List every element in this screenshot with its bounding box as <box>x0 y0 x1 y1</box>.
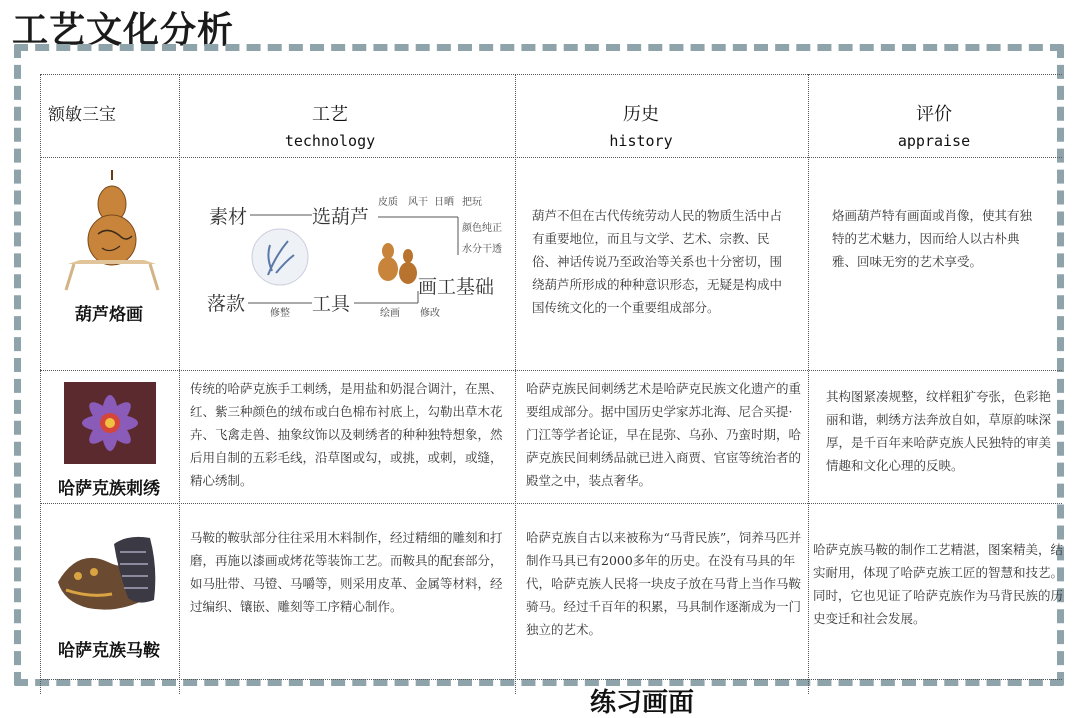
appraise-text-embroidery: 其构图紧凑规整，纹样粗犷夸张，色彩艳丽和谐，刺绣方法奔放自如，草原韵味深厚，是千百年来哈萨克族人民独特的审美情趣和文化心理的反映。 <box>826 389 1052 473</box>
diagram-tag: 把玩 <box>462 197 482 208</box>
diagram-tag: 修整 <box>270 308 290 319</box>
header-technology-zh: 工艺 <box>312 104 348 125</box>
column-divider <box>808 74 809 694</box>
row-divider <box>40 679 1062 680</box>
header-history <box>516 100 766 150</box>
diagram-tag: 风干 <box>408 197 428 208</box>
saddle-icon <box>54 532 168 624</box>
column-divider <box>179 74 180 694</box>
diagram-node-select: 选葫芦 <box>312 206 370 228</box>
history-text-embroidery: 哈萨克族民间刺绣艺术是哈萨克民族文化遗产的重要组成部分。据中国历史学家苏北海、尼合买提·门江等学者论证，早在昆弥、乌孙、乃蛮时期，哈萨克族民间刺绣品就已进入商贾、官宦等统治者的殿堂之中，装点奢华。 <box>526 381 802 488</box>
technology-text-saddle: 马鞍的鞍驮部分往往采用木料制作，经过精细的雕刻和打磨，再施以漆画或烤花等装饰工艺。而鞍具的配套部分，如马肚带、马镫、马嚼等，则采用皮革、金属等材料，经过编织、镶嵌、雕刻等工序精心制作。 <box>190 530 503 614</box>
page-title: 工艺文化分析 <box>12 10 235 51</box>
row-name-embroidery: 哈萨克族刺绣 <box>58 479 160 499</box>
header-appraise <box>809 100 1059 150</box>
header-appraise-zh: 评价 <box>916 104 952 125</box>
row-divider <box>40 370 1062 371</box>
diagram-tag: 修改 <box>420 308 440 319</box>
header-technology <box>180 100 480 150</box>
diagram-node-base: 画工基础 <box>418 276 495 298</box>
technology-diagram <box>182 185 512 335</box>
header-technology-en: technology <box>284 132 376 150</box>
diagram-node-material: 素材 <box>209 206 248 228</box>
appraise-text-saddle: 哈萨克族马鞍的制作工艺精湛，图案精美，结实耐用，体现了哈萨克族工匠的智慧和技艺。同时，它也见证了哈萨克族作为马背民族的历史变迁和社会发展。 <box>813 542 1064 626</box>
corner-label: 额敏三宝 <box>48 105 116 125</box>
gourd-pyrography-icon <box>60 168 160 293</box>
diagram-tag: 水分干透 <box>462 244 502 255</box>
diagram-tag: 绘画 <box>380 308 400 319</box>
appraise-text-gourd: 烙画葫芦特有画面或肖像，使其有独特的艺术魅力，因而给人以古朴典雅、回味无穷的艺术享受。 <box>832 208 1033 269</box>
diagram-node-tools: 工具 <box>312 293 351 315</box>
embroidery-icon <box>62 380 158 466</box>
diagram-node-sign: 落款 <box>207 293 246 315</box>
column-divider <box>515 74 516 694</box>
cut-off-heading: 练习画面 <box>590 688 695 718</box>
header-appraise-en: appraise <box>897 132 971 150</box>
diagram-tag: 颜色纯正 <box>462 223 502 234</box>
table-border-left <box>40 74 41 694</box>
row-name-saddle: 哈萨克族马鞍 <box>58 641 160 661</box>
row-divider <box>40 157 1062 158</box>
diagram-tag: 皮质 <box>378 197 398 208</box>
row-name-gourd: 葫芦烙画 <box>75 305 143 325</box>
header-history-en: history <box>609 132 673 150</box>
history-text-saddle: 哈萨克族自古以来被称为“马背民族”，饲养马匹并制作马具已有2000多年的历史。在没有马具的年代，哈萨克族人民将一块皮子放在马背上当作马鞍骑马。经过千百年的积累，马具制作逐渐成为一门独立的艺术。 <box>526 530 802 637</box>
technology-text-embroidery: 传统的哈萨克族手工刺绣，是用盐和奶混合调汁，在黑、红、紫三种颜色的绒布或白色棉布衬底上，勾勒出草木花卉、飞禽走兽、抽象纹饰以及刺绣者的种种独特想象，然后用自制的五彩毛线，沿草图或勾，或挑，或刺，或缝，精心绣制。 <box>190 381 503 488</box>
diagram-tag: 日晒 <box>434 197 454 208</box>
header-history-zh: 历史 <box>623 104 659 125</box>
row-divider <box>40 503 1062 504</box>
row-divider <box>40 74 1062 75</box>
history-text-gourd: 葫芦不但在古代传统劳动人民的物质生活中占有重要地位，而且与文学、艺术、宗教、民俗、神话传说乃至政治等关系也十分密切，围绕葫芦所形成的种种意识形态，无疑是构成中国传统文化的一个重要组成部分。 <box>532 208 783 315</box>
